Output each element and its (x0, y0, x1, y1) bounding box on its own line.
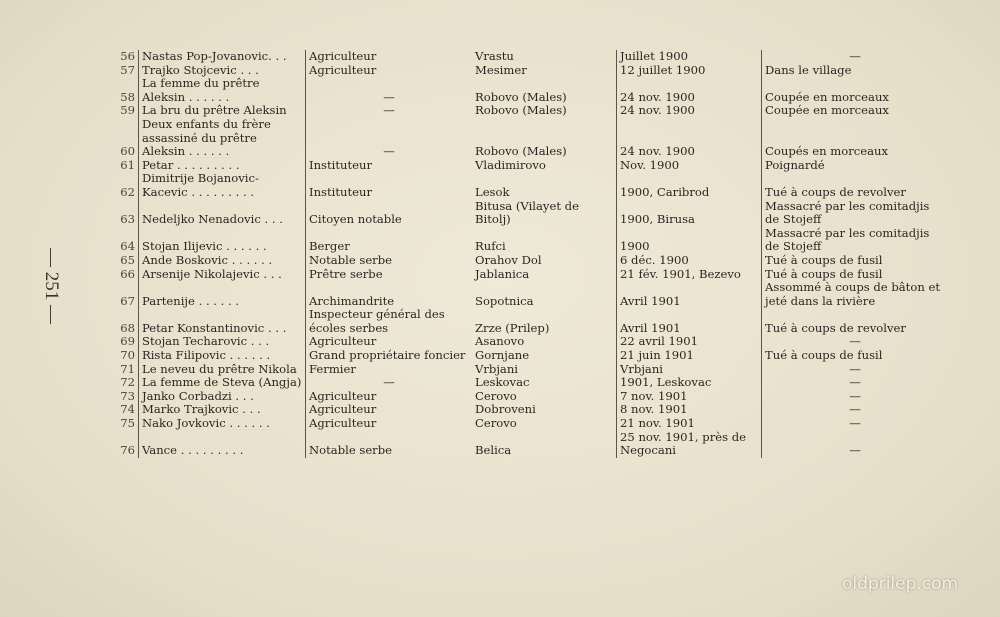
cell-fate: Coupée en morceaux (762, 104, 949, 118)
cell-date: Avril 1901 (617, 308, 762, 335)
cell-num: 67 (120, 293, 135, 308)
cell-prof: Agriculteur (306, 390, 473, 404)
cell-num: 65 (120, 253, 135, 267)
table-row (100, 159, 948, 173)
table-row (100, 77, 948, 104)
cell-fate: Coupés en morceaux (762, 118, 949, 159)
cell-date: 22 avril 1901 (617, 335, 762, 349)
cell-fate: Assommé à coups de bâton et jeté dans la rivière (762, 281, 949, 308)
cell-prof: Agriculteur (306, 64, 473, 78)
cell-num: 68 (120, 320, 135, 335)
cell-num: 72 (120, 376, 135, 390)
cell-num: 76 (120, 443, 135, 458)
cell-name: Stojan Techarovic . . . (139, 335, 306, 349)
page-number: — 251 — (41, 248, 62, 324)
cell-place: Lesok (475, 184, 510, 199)
cell-date: 24 nov. 1900 (617, 77, 762, 104)
cell-num: 56 (120, 50, 135, 63)
cell-fate: — (762, 390, 949, 404)
cell-name: Janko Corbadzi . . . (139, 390, 306, 404)
watermark-text: oldprilep.com (842, 574, 959, 594)
cell-place: Robovo (Males) (475, 104, 567, 118)
cell-date: 1900 (617, 227, 762, 254)
cell-date: 1900, Caribrod (617, 172, 762, 199)
cell-date: 21 fév. 1901, Bezevo (617, 268, 762, 282)
cell-prof: Grand propriétaire foncier (306, 349, 473, 363)
table-row (100, 390, 948, 404)
cell-fate: Tué à coups de fusil (762, 254, 949, 268)
cell-place: Asanovo (475, 335, 525, 349)
victims-table-body (100, 50, 948, 458)
cell-name: Stojan Ilijevic . . . . . . (139, 227, 306, 254)
cell-num: 58 (120, 89, 135, 104)
cell-date: 1900, Birusa (617, 200, 762, 227)
cell-prof: Agriculteur (306, 50, 473, 64)
cell-fate: Tué à coups de revolver (762, 308, 949, 335)
table-row (100, 64, 948, 78)
cell-num: 70 (120, 349, 135, 363)
cell-place: Mesimer (475, 63, 527, 77)
table-row (100, 363, 948, 377)
cell-name: Deux enfants du frère assassiné du prêtre Aleksin . . . . . . (139, 118, 306, 159)
cell-num: 66 (120, 267, 135, 281)
cell-place: Vladimirovo (475, 158, 546, 172)
cell-name: La femme du prêtre Aleksin . . . . . . (139, 77, 306, 104)
cell-prof: Agriculteur (306, 417, 473, 431)
cell-num: 69 (120, 335, 135, 349)
cell-num: 73 (120, 389, 135, 403)
cell-fate: Poignardé (762, 159, 949, 173)
table-row (100, 335, 948, 349)
cell-name: Nastas Pop-Jovanovic. . . (139, 50, 306, 64)
cell-date: 24 nov. 1900 (617, 104, 762, 118)
cell-prof: Instituteur (306, 172, 473, 199)
cell-prof: — (306, 104, 473, 118)
cell-name: Nako Jovkovic . . . . . . (139, 417, 306, 431)
cell-place: Dobroveni (475, 403, 536, 417)
cell-prof: Citoyen notable (306, 200, 473, 227)
cell-place: Rufci (475, 239, 506, 254)
cell-prof: Berger (306, 227, 473, 254)
cell-place: Cerovo (475, 389, 517, 403)
table-row (100, 104, 948, 118)
cell-fate: Tué à coups de fusil (762, 268, 949, 282)
cell-prof: Fermier (306, 363, 473, 377)
cell-fate: Coupée en morceaux (762, 77, 949, 104)
cell-name: Partenije . . . . . . (139, 281, 306, 308)
cell-name: Vance . . . . . . . . . (139, 431, 306, 458)
table-row (100, 200, 948, 227)
cell-prof: — (306, 77, 473, 104)
cell-date: 12 juillet 1900 (617, 64, 762, 78)
cell-name: Nedeljko Nenadovic . . . (139, 200, 306, 227)
cell-date: 25 nov. 1901, près de Negocani (617, 431, 762, 458)
cell-fate: — (762, 417, 949, 431)
cell-date: 1901, Leskovac (617, 376, 762, 390)
cell-name: Petar . . . . . . . . . (139, 159, 306, 173)
cell-prof: Notable serbe (306, 254, 473, 268)
cell-date: 6 déc. 1900 (617, 254, 762, 268)
cell-date: 7 nov. 1901 (617, 390, 762, 404)
cell-prof: — (306, 376, 473, 390)
table-row (100, 349, 948, 363)
cell-date: Nov. 1900 (617, 159, 762, 173)
cell-name: Le neveu du prêtre Nikola (139, 363, 306, 377)
cell-prof: Notable serbe (306, 431, 473, 458)
cell-fate: Massacré par les comitadjis de Stojeff (762, 200, 949, 227)
table-row (100, 118, 948, 159)
cell-date: 21 juin 1901 (617, 349, 762, 363)
victims-table (100, 50, 948, 458)
cell-num: 74 (120, 403, 135, 417)
cell-prof: Instituteur (306, 159, 473, 173)
cell-place: Leskovac (475, 376, 530, 390)
cell-num: 59 (120, 104, 135, 118)
cell-prof: — (306, 118, 473, 159)
cell-place: Vrastu (475, 50, 514, 63)
table-row (100, 281, 948, 308)
cell-prof: Archimandrite (306, 281, 473, 308)
cell-place: Robovo (Males) (475, 144, 567, 159)
cell-num: 62 (120, 184, 135, 199)
cell-num: 63 (120, 212, 135, 227)
cell-fate: — (762, 376, 949, 390)
table-row (100, 403, 948, 417)
cell-name: La femme de Steva (Angja) (139, 376, 306, 390)
table-row (100, 254, 948, 268)
cell-place: Belica (475, 443, 512, 458)
cell-prof: Agriculteur (306, 335, 473, 349)
cell-name: Ande Boskovic . . . . . . (139, 254, 306, 268)
table-row (100, 172, 948, 199)
cell-name: Dimitrije Bojanovic-Kacevic . . . . . . . . . (139, 172, 306, 199)
cell-fate: — (762, 403, 949, 417)
table-row (100, 431, 948, 458)
cell-num: 57 (120, 63, 135, 77)
cell-fate: Massacré par les comitadjis de Stojeff (762, 227, 949, 254)
cell-fate: — (762, 335, 949, 349)
cell-place: Jablanica (475, 267, 530, 281)
cell-prof: Agriculteur (306, 403, 473, 417)
cell-place: Robovo (Males) (475, 89, 567, 104)
cell-place: Cerovo (475, 417, 517, 431)
cell-place: Sopotnica (475, 293, 534, 308)
cell-name: La bru du prêtre Aleksin (139, 104, 306, 118)
cell-place: Gornjane (475, 349, 530, 363)
cell-name: Marko Trajkovic . . . (139, 403, 306, 417)
cell-num: 64 (120, 239, 135, 254)
cell-fate: Tué à coups de fusil (762, 349, 949, 363)
cell-place: Vrbjani (475, 362, 519, 376)
table-row (100, 417, 948, 431)
table-row (100, 227, 948, 254)
cell-name: Arsenije Nikolajevic . . . (139, 268, 306, 282)
cell-date: 8 nov. 1901 (617, 403, 762, 417)
cell-fate: — (762, 50, 949, 64)
cell-date: Vrbjani (617, 363, 762, 377)
cell-date: Avril 1901 (617, 281, 762, 308)
table-row (100, 50, 948, 64)
cell-place: Orahov Dol (475, 253, 542, 267)
cell-fate: Tué à coups de revolver (762, 172, 949, 199)
cell-date: 24 nov. 1900 (617, 118, 762, 159)
cell-num: 61 (120, 158, 135, 172)
table-row (100, 376, 948, 390)
cell-name: Trajko Stojcevic . . . (139, 64, 306, 78)
cell-place: Bitusa (Vilayet de Bitolj) (475, 199, 579, 227)
cell-num: 75 (120, 417, 135, 431)
cell-num: 71 (120, 362, 135, 376)
cell-num: 60 (120, 144, 135, 159)
cell-prof: Inspecteur général des écoles serbes (306, 308, 473, 335)
cell-date: 21 nov. 1901 (617, 417, 762, 431)
cell-fate: — (762, 431, 949, 458)
cell-place: Zrze (Prilep) (475, 320, 550, 335)
cell-name: Petar Konstantinovic . . . (139, 308, 306, 335)
cell-fate: Dans le village (762, 64, 949, 78)
cell-name: Rista Filipovic . . . . . . (139, 349, 306, 363)
cell-prof: Prêtre serbe (306, 268, 473, 282)
cell-date: Juillet 1900 (617, 50, 762, 64)
table-row (100, 308, 948, 335)
table-row (100, 268, 948, 282)
cell-fate: — (762, 363, 949, 377)
